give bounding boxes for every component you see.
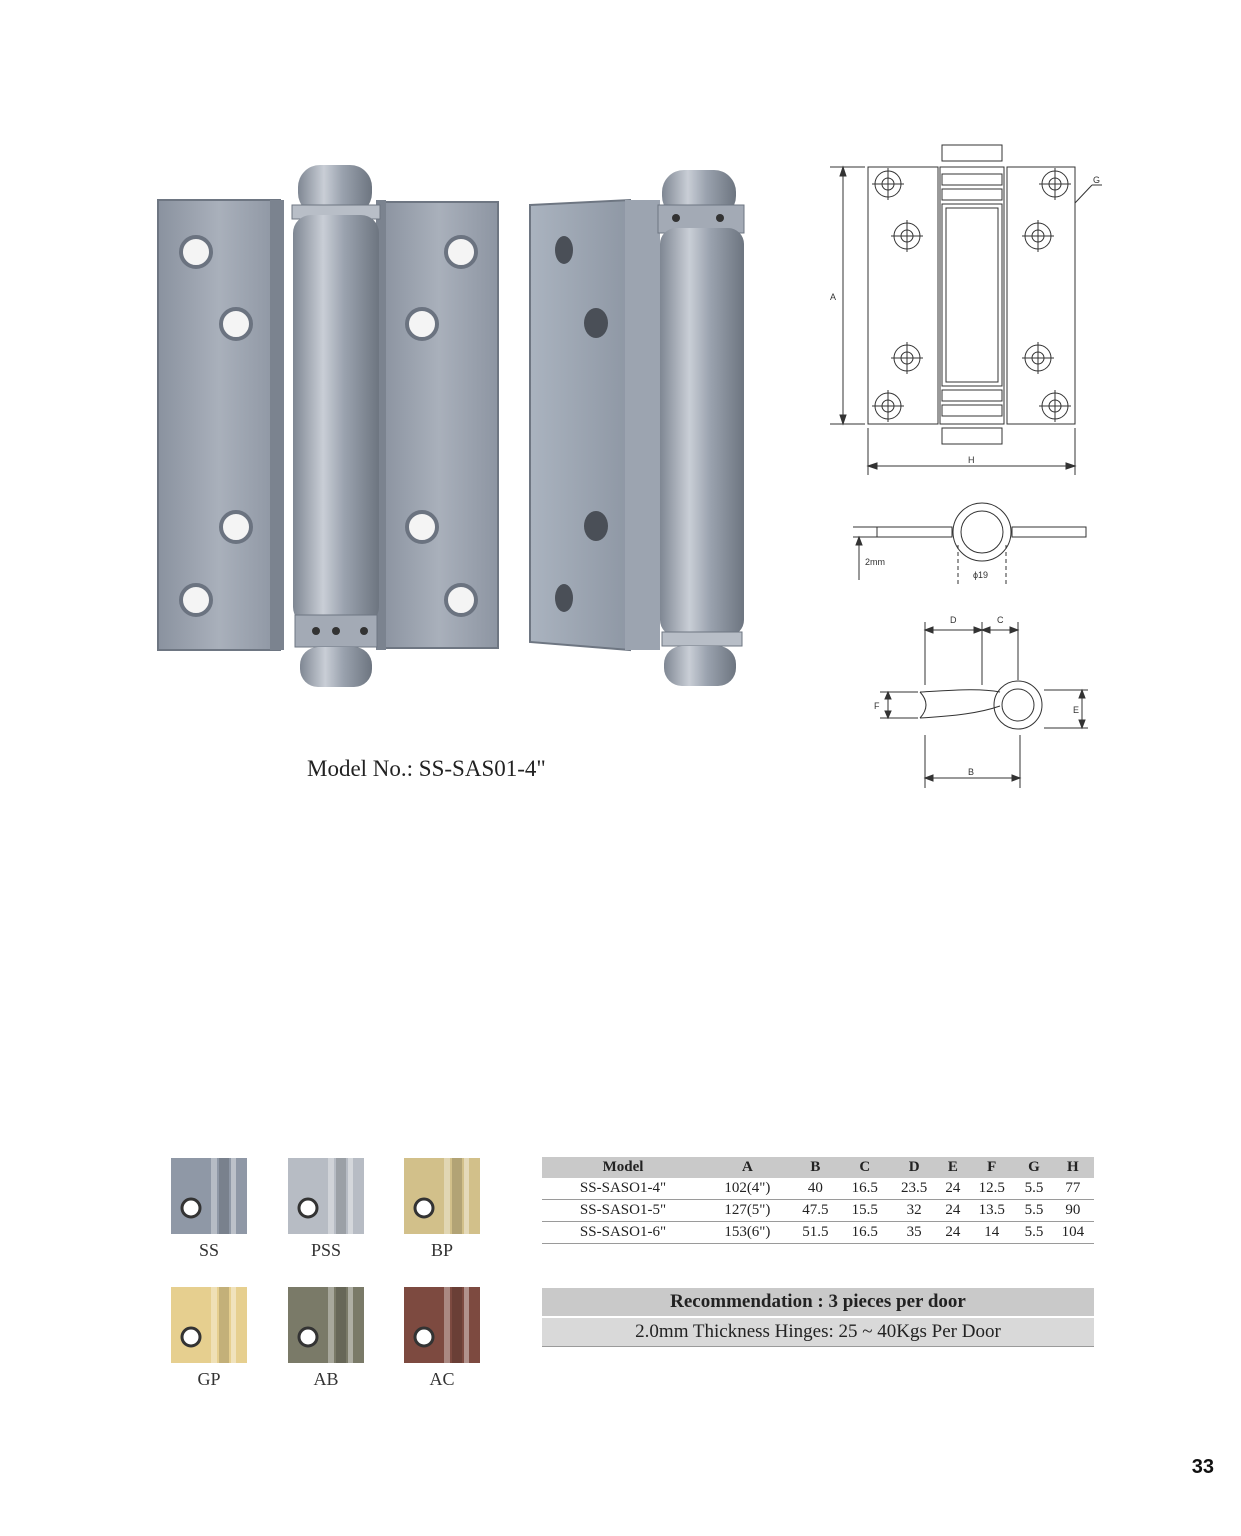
hinge-open-view [158, 165, 498, 687]
page-number: 33 [1191, 1456, 1214, 1478]
finish-label-pss: PSS [310, 1240, 342, 1260]
table-cell: 127(5") [704, 1200, 791, 1222]
leaf-profile-drawing [860, 610, 1100, 795]
table-cell: 23.5 [889, 1178, 938, 1200]
dim-label-h: H [968, 455, 975, 465]
table-header-cell: E [939, 1157, 967, 1178]
dim-label-g: G [1093, 175, 1101, 185]
table-row [542, 1178, 1094, 1200]
table-header-cell: C [840, 1157, 889, 1178]
dim-label-a: A [830, 292, 837, 302]
screw-hole [872, 168, 904, 200]
table-cell: 35 [889, 1222, 938, 1244]
finish-swatch-ss [171, 1158, 247, 1234]
dim-label-f: F [874, 701, 880, 711]
table-cell: 104 [1052, 1222, 1094, 1244]
table-cell: 13.5 [967, 1200, 1016, 1222]
table-header-cell: H [1052, 1157, 1094, 1178]
table-cell: SS-SASO1-5" [542, 1200, 704, 1222]
dim-label-thickness: 2mm [865, 557, 885, 567]
finish-swatch-ac [404, 1287, 480, 1363]
table-cell: 12.5 [967, 1178, 1016, 1200]
finish-swatch-gp [171, 1287, 247, 1363]
table-header-cell: G [1016, 1157, 1051, 1178]
recommendation-title: Recommendation : 3 pieces per door [542, 1288, 1094, 1316]
table-header-cell: B [791, 1157, 840, 1178]
finish-label-ss: SS [198, 1240, 220, 1260]
table-cell: 153(6") [704, 1222, 791, 1244]
table-cell: 47.5 [791, 1200, 840, 1222]
table-cell: 24 [939, 1222, 967, 1244]
table-header-cell: Model [542, 1157, 704, 1178]
table-cell: 5.5 [1016, 1178, 1051, 1200]
finish-label-ab: AB [313, 1369, 339, 1389]
table-cell: 51.5 [791, 1222, 840, 1244]
table-cell: 5.5 [1016, 1200, 1051, 1222]
dim-label-e: E [1073, 705, 1080, 715]
dim-label-diameter: ϕ19 [973, 570, 989, 580]
dim-label-d: D [950, 615, 957, 625]
finish-swatch-pss [288, 1158, 364, 1234]
table-cell: 15.5 [840, 1200, 889, 1222]
table-cell: 24 [939, 1178, 967, 1200]
finish-label-gp: GP [197, 1369, 221, 1389]
dim-label-c: C [997, 615, 1004, 625]
table-cell: 32 [889, 1200, 938, 1222]
table-row [542, 1222, 1094, 1244]
model-caption: Model No.: SS-SAS01-4" [307, 756, 546, 781]
table-row [542, 1200, 1094, 1222]
table-cell: 90 [1052, 1200, 1094, 1222]
table-header-cell: D [889, 1157, 938, 1178]
spec-table [542, 1157, 1094, 1244]
product-photos [150, 160, 760, 700]
front-view-drawing [810, 140, 1110, 480]
table-cell: 77 [1052, 1178, 1094, 1200]
table-cell: SS-SASO1-4" [542, 1178, 704, 1200]
hinge-folded-view [530, 170, 744, 686]
table-cell: 24 [939, 1200, 967, 1222]
finish-swatch-ab [288, 1287, 364, 1363]
table-cell: 5.5 [1016, 1222, 1051, 1244]
table-cell: 16.5 [840, 1178, 889, 1200]
table-cell: SS-SASO1-6" [542, 1222, 704, 1244]
table-header-row [542, 1157, 1094, 1178]
section-view-drawing [845, 495, 1095, 590]
finish-swatch-bp [404, 1158, 480, 1234]
table-header-cell: F [967, 1157, 1016, 1178]
table-cell: 102(4") [704, 1178, 791, 1200]
table-header-cell: A [704, 1157, 791, 1178]
table-cell: 14 [967, 1222, 1016, 1244]
table-cell: 40 [791, 1178, 840, 1200]
recommendation-detail: 2.0mm Thickness Hinges: 25 ~ 40Kgs Per Door [542, 1316, 1094, 1347]
recommendation-box [542, 1288, 1094, 1347]
dim-label-b: B [968, 767, 975, 777]
table-cell: 16.5 [840, 1222, 889, 1244]
finish-label-bp: BP [430, 1240, 454, 1260]
finish-label-ac: AC [429, 1369, 455, 1389]
